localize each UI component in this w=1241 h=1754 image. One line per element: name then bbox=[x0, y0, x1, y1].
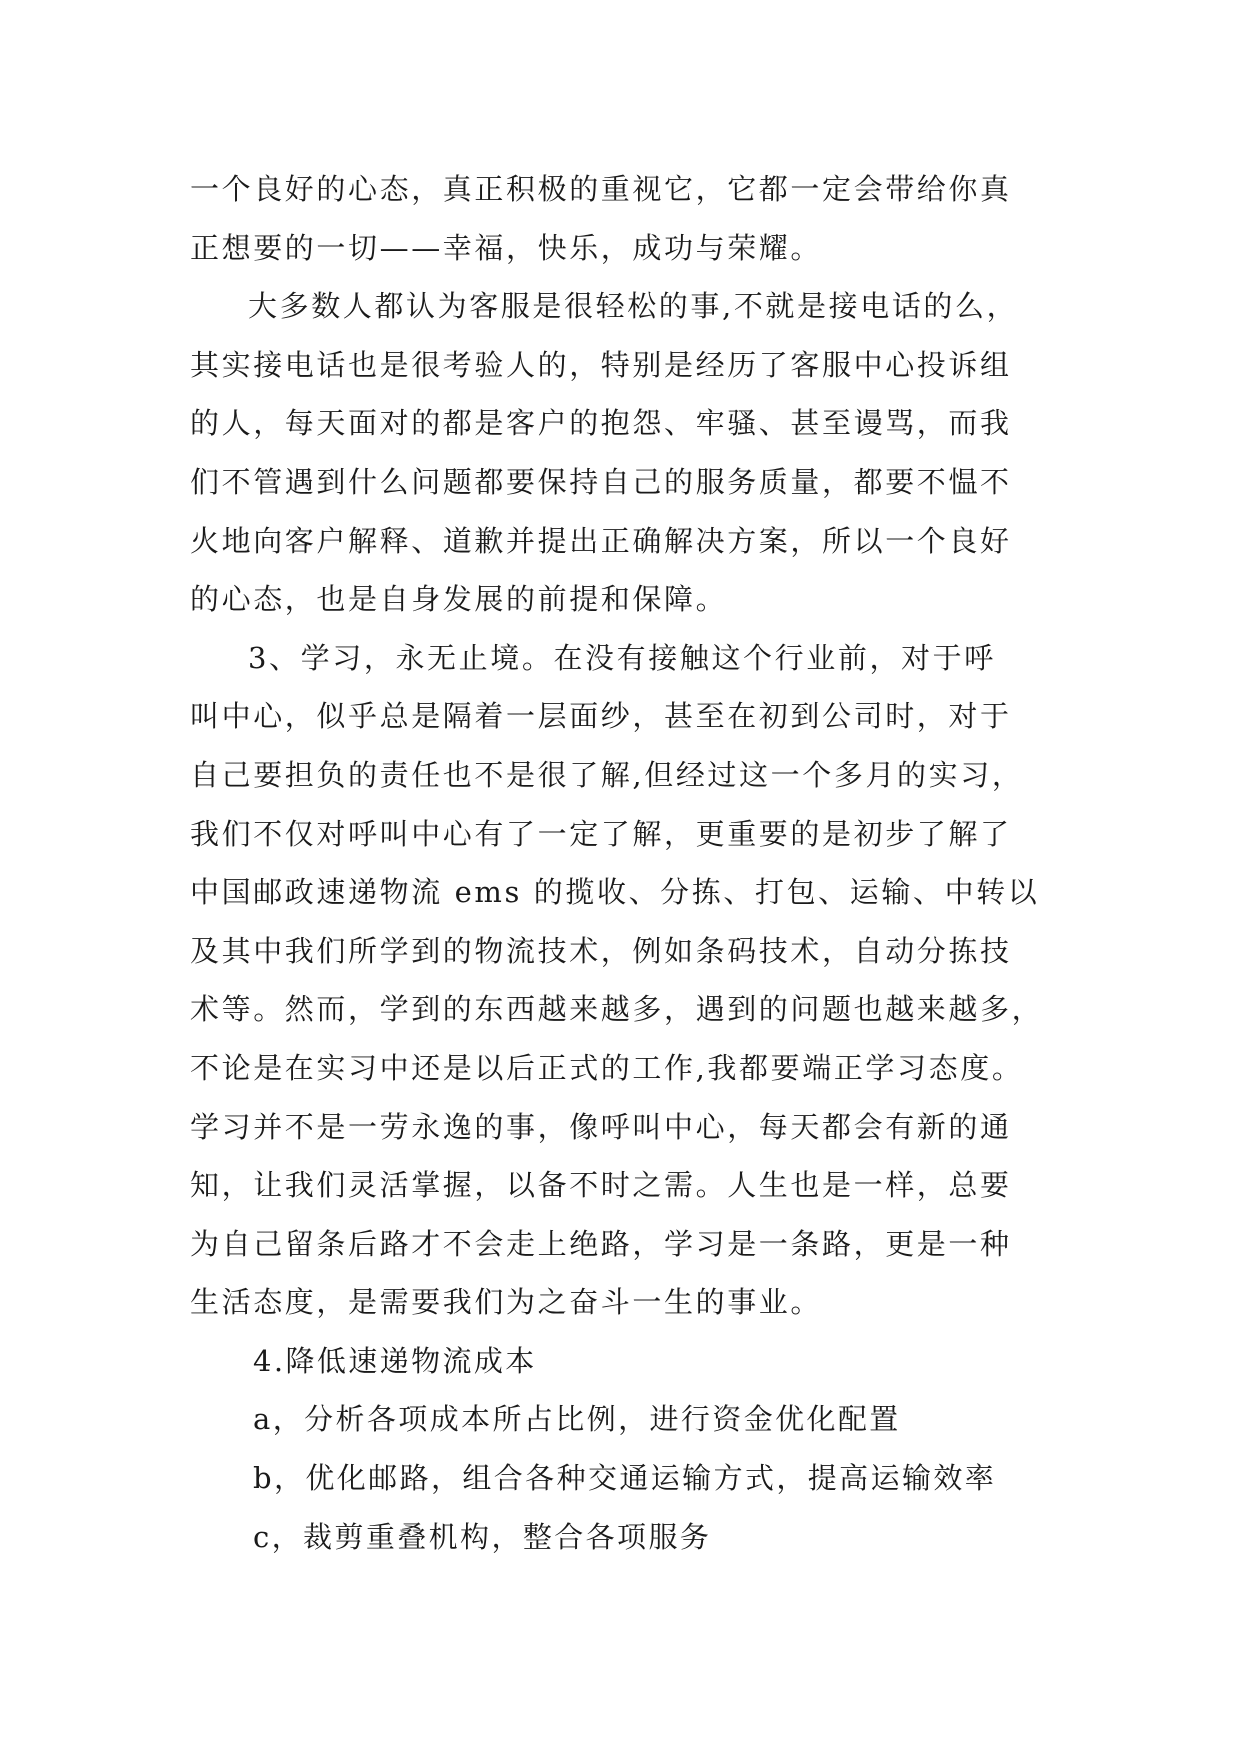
document-body bbox=[190, 160, 1090, 1566]
paragraph-line: 的人，每天面对的都是客户的抱怨、牢骚、甚至谩骂，而我 bbox=[190, 406, 1012, 441]
paragraph-line: 我们不仅对呼叫中心有了一定了解，更重要的是初步了解了 bbox=[190, 816, 1012, 851]
paragraph-line: 为自己留条后路才不会走上绝路，学习是一条路，更是一种 bbox=[190, 1226, 1012, 1261]
paragraph-line: 叫中心，似乎总是隔着一层面纱，甚至在初到公司时，对于 bbox=[190, 699, 1012, 734]
paragraph-line: 及其中我们所学到的物流技术，例如条码技术，自动分拣技 bbox=[190, 933, 1012, 968]
paragraph-line: 学习并不是一劳永逸的事，像呼叫中心，每天都会有新的通 bbox=[190, 1109, 1012, 1144]
paragraph-line: 知，让我们灵活掌握，以备不时之需。人生也是一样，总要 bbox=[190, 1168, 1012, 1203]
section-heading: 4.降低速递物流成本 bbox=[253, 1343, 537, 1378]
list-item: a，分析各项成本所占比例，进行资金优化配置 bbox=[253, 1402, 901, 1437]
paragraph-line: 正想要的一切——幸福，快乐，成功与荣耀。 bbox=[190, 230, 823, 265]
paragraph-line: 大多数人都认为客服是很轻松的事,不就是接电话的么， bbox=[248, 289, 1019, 324]
paragraph-line: 火地向客户解释、道歉并提出正确解决方案，所以一个良好 bbox=[190, 523, 1012, 558]
paragraph-line: 术等。然而，学到的东西越来越多，遇到的问题也越来越多， bbox=[190, 992, 1044, 1027]
paragraph-line: 其实接电话也是很考验人的，特别是经历了客服中心投诉组 bbox=[190, 347, 1012, 382]
paragraph-line: 一个良好的心态，真正积极的重视它，它都一定会带给你真 bbox=[190, 172, 1012, 206]
paragraph-line: 的心态，也是自身发展的前提和保障。 bbox=[190, 582, 728, 617]
paragraph-line: 自己要担负的责任也不是很了解,但经过这一个多月的实习， bbox=[190, 757, 1024, 792]
paragraph-line: 中国邮政速递物流 ems 的揽收、分拣、打包、运输、中转以 bbox=[190, 875, 1040, 910]
paragraph-line: 不论是在实习中还是以后正式的工作,我都要端正学习态度。 bbox=[190, 1050, 1024, 1085]
paragraph-line: 3、学习，永无止境。在没有接触这个行业前，对于呼 bbox=[248, 640, 996, 675]
list-item: b，优化邮路，组合各种交通运输方式，提高运输效率 bbox=[253, 1461, 997, 1496]
list-item: c，裁剪重叠机构，整合各项服务 bbox=[253, 1519, 712, 1554]
paragraph-line: 们不管遇到什么问题都要保持自己的服务质量，都要不愠不 bbox=[190, 464, 1012, 499]
paragraph-line: 生活态度，是需要我们为之奋斗一生的事业。 bbox=[190, 1285, 823, 1320]
